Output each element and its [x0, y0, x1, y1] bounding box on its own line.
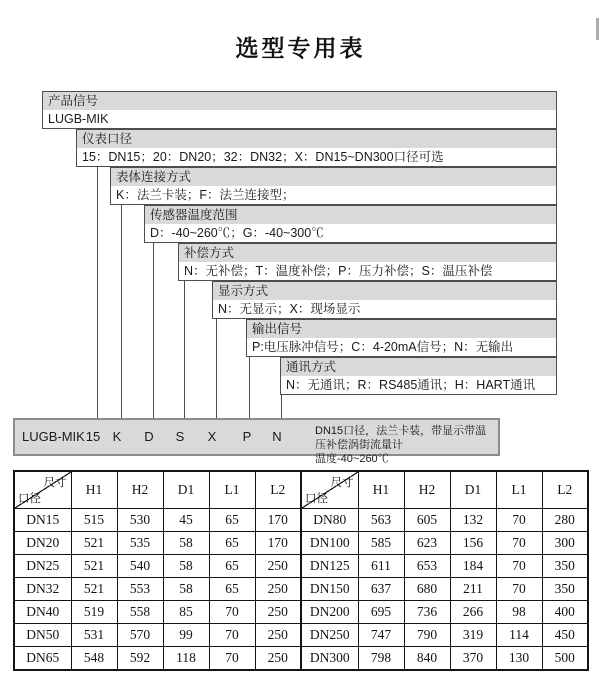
dimension-cell: 535 [117, 532, 163, 555]
dimension-cell: 132 [450, 509, 496, 532]
option-value: N：无显示；X：现场显示 [213, 300, 556, 318]
column-header: H1 [71, 471, 117, 509]
dimension-cell: 250 [255, 578, 301, 601]
dn-cell-right: DN125 [301, 555, 358, 578]
column-header: L2 [542, 471, 588, 509]
dimension-cell: 65 [209, 532, 255, 555]
dn-cell-left: DN20 [14, 532, 71, 555]
dimension-cell: 170 [255, 509, 301, 532]
corner-label-diameter: 口径 [18, 493, 41, 505]
dn-cell-left: DN25 [14, 555, 71, 578]
dimension-cell: 500 [542, 647, 588, 671]
model-code-temp-range: D [144, 429, 154, 444]
option-box-display [212, 281, 557, 319]
dimension-cell: 156 [450, 532, 496, 555]
corner-header-left [14, 471, 71, 509]
dimension-cell: 521 [71, 578, 117, 601]
option-value: 15：DN15；20：DN20；32：DN32；X：DN15~DN300口径可选 [77, 148, 556, 166]
column-header: H2 [404, 471, 450, 509]
dimension-cell: 370 [450, 647, 496, 671]
option-header: 显示方式 [213, 282, 556, 300]
dimension-cell: 736 [404, 601, 450, 624]
dimension-header-row [14, 471, 588, 509]
dimension-cell: 250 [255, 647, 301, 671]
option-box-connection [110, 167, 557, 205]
dimension-cell: 653 [404, 555, 450, 578]
model-code-display: X [207, 429, 217, 444]
connector-line [97, 167, 98, 418]
column-header: L2 [255, 471, 301, 509]
option-box-compensation [178, 243, 557, 281]
dn-cell-right: DN80 [301, 509, 358, 532]
dn-cell-right: DN300 [301, 647, 358, 671]
model-description-line1: DN15口径，法兰卡装，带显示带温压补偿涡街流量计 [315, 425, 487, 451]
corner-label-size: 尺寸 [43, 477, 67, 489]
dimension-cell: 558 [117, 601, 163, 624]
column-header: D1 [450, 471, 496, 509]
connector-line [153, 243, 154, 418]
dimension-cell: 211 [450, 578, 496, 601]
dimension-cell: 300 [542, 532, 588, 555]
dimension-cell: 58 [163, 555, 209, 578]
model-description [315, 424, 497, 466]
dimension-cell: 250 [255, 601, 301, 624]
column-header: H2 [117, 471, 163, 509]
dn-cell-left: DN15 [14, 509, 71, 532]
dimension-cell: 70 [209, 624, 255, 647]
option-value: K：法兰卡装；F：法兰连接型； [111, 186, 556, 204]
dimension-cell: 840 [404, 647, 450, 671]
model-code-communication: N [272, 429, 282, 444]
column-header: H1 [358, 471, 404, 509]
dimension-cell: 548 [71, 647, 117, 671]
dn-cell-right: DN100 [301, 532, 358, 555]
model-description-line2: 温度-40~260℃ [315, 453, 389, 465]
dimension-cell: 45 [163, 509, 209, 532]
option-header: 表体连接方式 [111, 168, 556, 186]
option-box-communication [280, 357, 557, 395]
scrollbar-thumb[interactable] [596, 18, 599, 40]
dimension-cell: 747 [358, 624, 404, 647]
dimension-cell: 350 [542, 578, 588, 601]
connector-line [249, 357, 250, 418]
page-title: 选型专用表 [235, 35, 366, 61]
dimension-cell: 605 [404, 509, 450, 532]
dn-cell-left: DN40 [14, 601, 71, 624]
dimension-cell: 570 [117, 624, 163, 647]
dimension-cell: 65 [209, 578, 255, 601]
dimension-cell: 521 [71, 532, 117, 555]
dimension-cell: 530 [117, 509, 163, 532]
dimension-table [13, 470, 589, 671]
option-box-product-signal [42, 91, 557, 129]
dimension-cell: 70 [209, 647, 255, 671]
dn-cell-left: DN50 [14, 624, 71, 647]
dimension-cell: 70 [496, 509, 542, 532]
dimension-cell: 99 [163, 624, 209, 647]
dimension-cell: 184 [450, 555, 496, 578]
dn-cell-right: DN150 [301, 578, 358, 601]
option-header: 补偿方式 [179, 244, 556, 262]
dimension-cell: 798 [358, 647, 404, 671]
option-header: 输出信号 [247, 320, 556, 338]
option-box-output-signal [246, 319, 557, 357]
option-value: D：-40~260℃；G：-40~300℃ [145, 224, 556, 242]
dimension-row [14, 601, 588, 624]
dimension-cell: 531 [71, 624, 117, 647]
dimension-cell: 695 [358, 601, 404, 624]
option-box-diameter [76, 129, 557, 167]
dimension-cell: 266 [450, 601, 496, 624]
dimension-cell: 521 [71, 555, 117, 578]
dimension-cell: 519 [71, 601, 117, 624]
dimension-cell: 680 [404, 578, 450, 601]
dimension-cell: 563 [358, 509, 404, 532]
corner-label-diameter: 口径 [305, 493, 328, 505]
dn-cell-left: DN32 [14, 578, 71, 601]
dimension-row [14, 509, 588, 532]
dimension-cell: 70 [496, 532, 542, 555]
dimension-row [14, 578, 588, 601]
dimension-cell: 170 [255, 532, 301, 555]
dimension-cell: 540 [117, 555, 163, 578]
dimension-cell: 790 [404, 624, 450, 647]
dn-cell-left: DN65 [14, 647, 71, 671]
dimension-cell: 611 [358, 555, 404, 578]
option-header: 通讯方式 [281, 358, 556, 376]
option-header: 传感器温度范围 [145, 206, 556, 224]
dimension-cell: 98 [496, 601, 542, 624]
dimension-cell: 350 [542, 555, 588, 578]
model-code-row [13, 418, 500, 465]
dimension-cell: 250 [255, 555, 301, 578]
model-name: LUGB-MIK [22, 429, 85, 444]
connector-line [216, 319, 217, 418]
model-code-diameter: 15 [85, 429, 101, 444]
option-value: LUGB-MIK [43, 110, 556, 128]
dimension-cell: 58 [163, 532, 209, 555]
dimension-cell: 65 [209, 509, 255, 532]
dimension-cell: 70 [496, 578, 542, 601]
dimension-cell: 553 [117, 578, 163, 601]
column-header: L1 [209, 471, 255, 509]
dimension-cell: 450 [542, 624, 588, 647]
dimension-cell: 58 [163, 578, 209, 601]
option-value: P:电压脉冲信号；C：4-20mA信号；N：无输出 [247, 338, 556, 356]
connector-line [184, 281, 185, 418]
option-value: N：无通讯；R：RS485通讯；H：HART通讯 [281, 376, 556, 394]
connector-line [281, 395, 282, 418]
dimension-cell: 515 [71, 509, 117, 532]
dimension-cell: 400 [542, 601, 588, 624]
dimension-cell: 637 [358, 578, 404, 601]
column-header: L1 [496, 471, 542, 509]
dimension-row [14, 555, 588, 578]
dimension-cell: 114 [496, 624, 542, 647]
dimension-cell: 70 [496, 555, 542, 578]
dimension-cell: 65 [209, 555, 255, 578]
option-value: N：无补偿；T：温度补偿；P：压力补偿；S：温压补偿 [179, 262, 556, 280]
model-code-connection: K [112, 429, 122, 444]
dimension-cell: 319 [450, 624, 496, 647]
dimension-cell: 70 [209, 601, 255, 624]
dimension-cell: 130 [496, 647, 542, 671]
dn-cell-right: DN200 [301, 601, 358, 624]
dimension-cell: 280 [542, 509, 588, 532]
corner-label-size: 尺寸 [330, 477, 354, 489]
option-header: 仪表口径 [77, 130, 556, 148]
model-code-output: P [242, 429, 252, 444]
dimension-cell: 118 [163, 647, 209, 671]
dn-cell-right: DN250 [301, 624, 358, 647]
dimension-cell: 85 [163, 601, 209, 624]
corner-header-right [301, 471, 358, 509]
option-header: 产品信号 [43, 92, 556, 110]
model-code-compensation: S [175, 429, 185, 444]
option-box-temp-range [144, 205, 557, 243]
dimension-cell: 592 [117, 647, 163, 671]
dimension-row [14, 647, 588, 671]
column-header: D1 [163, 471, 209, 509]
dimension-row [14, 624, 588, 647]
dimension-row [14, 532, 588, 555]
dimension-cell: 585 [358, 532, 404, 555]
connector-line [121, 205, 122, 418]
dimension-cell: 250 [255, 624, 301, 647]
dimension-cell: 623 [404, 532, 450, 555]
